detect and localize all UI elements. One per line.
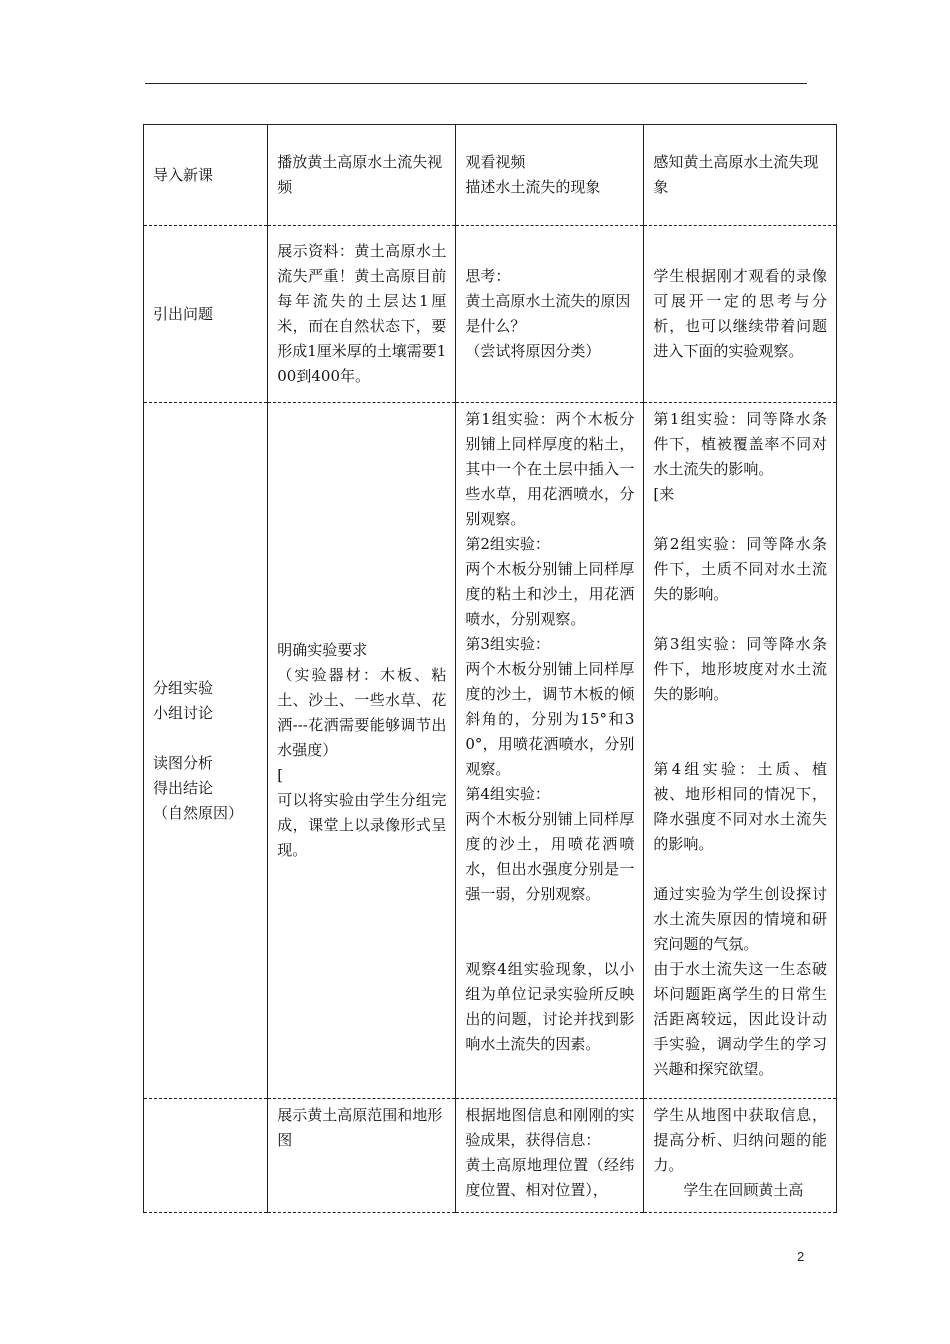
design-intent-text: 第3组实验：同等降水条件下，地形坡度对水土流失的影响。	[653, 635, 827, 703]
student-activity-text: （尝试将原因分类）	[465, 342, 601, 360]
stage-label: 得出结论	[153, 778, 214, 797]
stage-label: 引出问题	[153, 304, 214, 323]
teacher-activity-cell	[268, 1099, 456, 1213]
spacer	[465, 907, 634, 957]
teacher-activity-text: 播放黄土高原水土流失视频	[277, 153, 443, 196]
student-activity-text: 第2组实验：	[465, 535, 550, 553]
student-activity-text: 两个木板分别铺上同样厚度的沙土，用喷花洒喷水，但出水强度分别是一强一弱，分别观察。	[465, 810, 635, 903]
stage-cell	[144, 125, 268, 226]
stage-cell	[144, 1099, 268, 1213]
design-intent-text: 学生在回顾黄土高	[683, 1181, 804, 1199]
student-activity-text: 思考：	[465, 267, 511, 285]
teacher-activity-text: 可以将实验由学生分组完成，课堂上以录像形式呈现。	[277, 791, 447, 859]
table-row-intro	[144, 125, 837, 226]
design-intent-text: 第2组实验：同等降水条件下，土质不同对水土流失的影响。	[653, 535, 827, 603]
design-intent-text: 学生根据刚才观看的录像可展开一定的思考与分析，也可以继续带着问题进入下面的实验观察。	[653, 267, 827, 360]
stage-cell	[144, 403, 268, 1099]
stage-label: 读图分析	[153, 753, 214, 772]
stage-label: 小组讨论	[153, 703, 214, 722]
student-activity-text: 黄土高原地理位置（经纬度位置、相对位置），	[465, 1156, 635, 1199]
design-intent-cell	[644, 403, 837, 1099]
spacer	[653, 707, 827, 757]
teacher-activity-cell	[268, 403, 456, 1099]
stage-gap	[153, 726, 258, 751]
design-intent-text: 学生从地图中获取信息，提高分析、归纳问题的能力。	[653, 1106, 827, 1174]
design-intent-text: 通过实验为学生创设探讨水土流失原因的情境和研究问题的气氛。	[653, 885, 827, 953]
design-intent-cell	[644, 1099, 837, 1213]
design-intent-text: 感知黄土高原水土流失现象	[653, 153, 819, 196]
student-activity-cell	[456, 1099, 644, 1213]
design-intent-text: 由于水土流失这一生态破坏问题距离学生的日常生活距离较远，因此设计动手实验，调动学生的学习兴趣和探究欲望。	[653, 960, 827, 1078]
student-activity-text: 第4组实验：	[465, 785, 550, 803]
design-intent-text: 第1组实验：同等降水条件下，植被覆盖率不同对水土流失的影响。	[653, 410, 827, 478]
table-row-question	[144, 226, 837, 403]
spacer	[653, 607, 827, 632]
table-row-map	[144, 1099, 837, 1213]
student-activity-cell	[456, 403, 644, 1099]
lesson-plan-table	[143, 124, 837, 1213]
teacher-activity-text: 明确实验要求	[277, 641, 368, 659]
teacher-activity-text: 展示黄土高原范围和地形图	[277, 1106, 443, 1149]
design-intent-cell	[644, 125, 837, 226]
stage-label: 分组实验	[153, 678, 214, 697]
page-number: 2	[797, 1249, 805, 1264]
student-activity-text: 观察4组实验现象，以小组为单位记录实验所反映出的问题，讨论并找到影响水土流失的因素。	[465, 960, 635, 1053]
design-intent-cell	[644, 226, 837, 403]
table-row-experiment	[144, 403, 837, 1099]
teacher-activity-text: [	[277, 766, 284, 784]
student-activity-text: 第3组实验：	[465, 635, 550, 653]
design-intent-text: 第4组实验：土质、植被、地形相同的情况下，降水强度不同对水土流失的影响。	[653, 760, 827, 853]
stage-label: （自然原因）	[153, 803, 244, 822]
student-activity-text: 根据地图信息和刚刚的实验成果，获得信息：	[465, 1106, 635, 1149]
header-rule	[145, 83, 807, 84]
stage-label: 导入新课	[153, 165, 214, 184]
student-activity-text: 观看视频	[465, 153, 526, 171]
student-activity-text: 两个木板分别铺上同样厚度的粘土和沙土，用花洒喷水，分别观察。	[465, 560, 635, 628]
student-activity-text: 黄土高原水土流失的原因是什么？	[465, 292, 631, 335]
student-activity-text: 描述水土流失的现象	[465, 178, 601, 196]
student-activity-cell	[456, 125, 644, 226]
teacher-activity-cell	[268, 125, 456, 226]
student-activity-text: 两个木板分别铺上同样厚度的沙土，调节木板的倾斜角的，分别为15°和30°，用喷花洒喷水，分别观察。	[465, 660, 635, 778]
stage-cell	[144, 226, 268, 403]
design-intent-text: [来	[653, 485, 675, 503]
teacher-activity-text: 展示资料：黄土高原水土流失严重！黄土高原目前每年流失的土层达1厘米，而在自然状态下，要形成1厘米厚的土壤需要100到400年。	[277, 242, 447, 385]
spacer	[653, 507, 827, 532]
student-activity-text: 第1组实验：两个木板分别铺上同样厚度的粘土，其中一个在土层中插入一些水草，用花洒喷水，分别观察。	[465, 410, 635, 528]
student-activity-cell	[456, 226, 644, 403]
teacher-activity-cell	[268, 226, 456, 403]
spacer	[653, 857, 827, 882]
teacher-activity-text: （实验器材：木板、粘土、沙土、一些水草、花洒---花洒需要能够调节出水强度）	[277, 666, 447, 759]
